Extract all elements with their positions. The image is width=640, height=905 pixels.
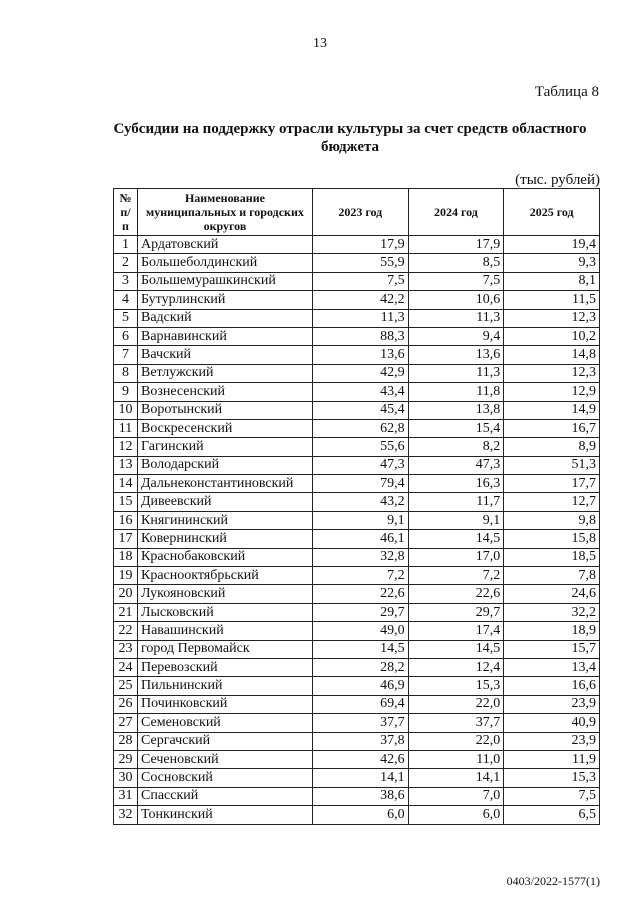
value-2023: 43,4 — [312, 383, 408, 401]
value-2025: 14,8 — [504, 346, 600, 364]
value-2025: 18,5 — [504, 548, 600, 566]
table-row — [114, 658, 600, 676]
value-2024: 17,0 — [408, 548, 504, 566]
value-2023: 37,7 — [312, 714, 408, 732]
value-2023: 79,4 — [312, 475, 408, 493]
table-row — [114, 254, 600, 272]
value-2023: 6,0 — [312, 806, 408, 824]
header-num: № п/п — [114, 189, 138, 236]
value-2024: 11,3 — [408, 309, 504, 327]
row-number: 4 — [114, 291, 138, 309]
value-2024: 13,6 — [408, 346, 504, 364]
table-row — [114, 438, 600, 456]
value-2024: 13,8 — [408, 401, 504, 419]
municipality-name: Бутурлинский — [137, 291, 312, 309]
row-number: 1 — [114, 236, 138, 254]
value-2023: 42,9 — [312, 364, 408, 382]
value-2023: 7,2 — [312, 567, 408, 585]
table-row — [114, 236, 600, 254]
value-2023: 17,9 — [312, 236, 408, 254]
header-2023: 2023 год — [312, 189, 408, 236]
row-number: 3 — [114, 272, 138, 290]
table-caption: Таблица 8 — [534, 84, 599, 100]
row-number: 18 — [114, 548, 138, 566]
municipality-name: Сергачский — [137, 732, 312, 750]
row-number: 13 — [114, 456, 138, 474]
row-number: 5 — [114, 309, 138, 327]
table-row — [114, 530, 600, 548]
value-2024: 16,3 — [408, 475, 504, 493]
row-number: 8 — [114, 364, 138, 382]
municipality-name: Ковернинский — [137, 530, 312, 548]
value-2024: 6,0 — [408, 806, 504, 824]
table-row — [114, 511, 600, 529]
value-2025: 12,3 — [504, 364, 600, 382]
table-row — [114, 383, 600, 401]
table-row — [114, 327, 600, 345]
value-2024: 29,7 — [408, 603, 504, 621]
row-number: 10 — [114, 401, 138, 419]
municipality-name: Перевозский — [137, 658, 312, 676]
value-2023: 45,4 — [312, 401, 408, 419]
value-2024: 22,6 — [408, 585, 504, 603]
value-2024: 14,5 — [408, 640, 504, 658]
value-2023: 38,6 — [312, 787, 408, 805]
row-number: 6 — [114, 327, 138, 345]
value-2023: 29,7 — [312, 603, 408, 621]
value-2023: 43,2 — [312, 493, 408, 511]
value-2024: 11,0 — [408, 750, 504, 768]
value-2023: 42,6 — [312, 750, 408, 768]
municipality-name: Вадский — [137, 309, 312, 327]
municipality-name: Дивеевский — [137, 493, 312, 511]
value-2023: 22,6 — [312, 585, 408, 603]
value-2024: 11,7 — [408, 493, 504, 511]
municipality-name: Дальнеконстантиновский — [137, 475, 312, 493]
table-row — [114, 806, 600, 824]
table-row — [114, 493, 600, 511]
value-2024: 12,4 — [408, 658, 504, 676]
value-2025: 16,7 — [504, 419, 600, 437]
row-number: 19 — [114, 567, 138, 585]
table-row — [114, 750, 600, 768]
header-2025: 2025 год — [504, 189, 600, 236]
value-2024: 7,0 — [408, 787, 504, 805]
value-2025: 13,4 — [504, 658, 600, 676]
table-row — [114, 364, 600, 382]
subsidies-table — [113, 188, 600, 825]
table-header-row — [114, 189, 600, 236]
table-row — [114, 769, 600, 787]
table-row — [114, 291, 600, 309]
municipality-name: Варнавинский — [137, 327, 312, 345]
row-number: 27 — [114, 714, 138, 732]
value-2025: 8,9 — [504, 438, 600, 456]
value-2023: 13,6 — [312, 346, 408, 364]
table-row — [114, 419, 600, 437]
value-2025: 15,7 — [504, 640, 600, 658]
municipality-name: Лысковский — [137, 603, 312, 621]
municipality-name: Тонкинский — [137, 806, 312, 824]
table-row — [114, 309, 600, 327]
municipality-name: Краснобаковский — [137, 548, 312, 566]
row-number: 14 — [114, 475, 138, 493]
value-2025: 9,8 — [504, 511, 600, 529]
municipality-name: Лукояновский — [137, 585, 312, 603]
municipality-name: Ардатовский — [137, 236, 312, 254]
row-number: 2 — [114, 254, 138, 272]
table-row — [114, 787, 600, 805]
value-2025: 15,3 — [504, 769, 600, 787]
value-2025: 51,3 — [504, 456, 600, 474]
table-row — [114, 622, 600, 640]
table-row — [114, 695, 600, 713]
value-2025: 11,5 — [504, 291, 600, 309]
value-2025: 24,6 — [504, 585, 600, 603]
value-2024: 7,5 — [408, 272, 504, 290]
value-2025: 40,9 — [504, 714, 600, 732]
value-2025: 10,2 — [504, 327, 600, 345]
table-row — [114, 640, 600, 658]
value-2023: 7,5 — [312, 272, 408, 290]
value-2023: 62,8 — [312, 419, 408, 437]
row-number: 24 — [114, 658, 138, 676]
value-2023: 11,3 — [312, 309, 408, 327]
municipality-name: Сосновский — [137, 769, 312, 787]
table-row — [114, 401, 600, 419]
value-2023: 46,1 — [312, 530, 408, 548]
value-2024: 47,3 — [408, 456, 504, 474]
value-2025: 9,3 — [504, 254, 600, 272]
value-2024: 14,5 — [408, 530, 504, 548]
value-2025: 14,9 — [504, 401, 600, 419]
municipality-name: Семеновский — [137, 714, 312, 732]
row-number: 22 — [114, 622, 138, 640]
value-2025: 6,5 — [504, 806, 600, 824]
value-2023: 32,8 — [312, 548, 408, 566]
municipality-name: Большемурашкинский — [137, 272, 312, 290]
table-row — [114, 585, 600, 603]
row-number: 28 — [114, 732, 138, 750]
value-2025: 23,9 — [504, 732, 600, 750]
value-2023: 47,3 — [312, 456, 408, 474]
value-2023: 49,0 — [312, 622, 408, 640]
table-row — [114, 475, 600, 493]
row-number: 29 — [114, 750, 138, 768]
value-2023: 14,5 — [312, 640, 408, 658]
municipality-name: Княгининский — [137, 511, 312, 529]
page-number: 13 — [313, 36, 327, 51]
value-2025: 18,9 — [504, 622, 600, 640]
row-number: 17 — [114, 530, 138, 548]
municipality-name: Воротынский — [137, 401, 312, 419]
table-row — [114, 603, 600, 621]
value-2023: 88,3 — [312, 327, 408, 345]
table-row — [114, 272, 600, 290]
value-2024: 11,8 — [408, 383, 504, 401]
value-2024: 11,3 — [408, 364, 504, 382]
value-2025: 23,9 — [504, 695, 600, 713]
value-2023: 14,1 — [312, 769, 408, 787]
value-2024: 10,6 — [408, 291, 504, 309]
value-2023: 28,2 — [312, 658, 408, 676]
table-row — [114, 714, 600, 732]
municipality-name: Пильнинский — [137, 677, 312, 695]
table-row — [114, 346, 600, 364]
value-2025: 8,1 — [504, 272, 600, 290]
row-number: 15 — [114, 493, 138, 511]
table-row — [114, 677, 600, 695]
header-2024: 2024 год — [408, 189, 504, 236]
value-2023: 69,4 — [312, 695, 408, 713]
value-2024: 14,1 — [408, 769, 504, 787]
row-number: 11 — [114, 419, 138, 437]
value-2024: 15,4 — [408, 419, 504, 437]
value-2023: 9,1 — [312, 511, 408, 529]
row-number: 7 — [114, 346, 138, 364]
municipality-name: Большеболдинский — [137, 254, 312, 272]
row-number: 31 — [114, 787, 138, 805]
row-number: 9 — [114, 383, 138, 401]
value-2025: 7,8 — [504, 567, 600, 585]
municipality-name: Вознесенский — [137, 383, 312, 401]
value-2024: 9,1 — [408, 511, 504, 529]
row-number: 12 — [114, 438, 138, 456]
row-number: 30 — [114, 769, 138, 787]
row-number: 23 — [114, 640, 138, 658]
municipality-name: Навашинский — [137, 622, 312, 640]
value-2024: 9,4 — [408, 327, 504, 345]
value-2025: 12,9 — [504, 383, 600, 401]
table-row — [114, 732, 600, 750]
row-number: 26 — [114, 695, 138, 713]
document-title: Субсидии на поддержку отрасли культуры за счет средств областного бюджета — [113, 121, 587, 155]
value-2023: 55,9 — [312, 254, 408, 272]
municipality-name: Краснооктябрьский — [137, 567, 312, 585]
municipality-name: Вачский — [137, 346, 312, 364]
municipality-name: Володарский — [137, 456, 312, 474]
units-label: (тыс. рублей) — [515, 172, 600, 188]
value-2023: 37,8 — [312, 732, 408, 750]
value-2025: 16,6 — [504, 677, 600, 695]
row-number: 21 — [114, 603, 138, 621]
municipality-name: Воскресенский — [137, 419, 312, 437]
row-number: 20 — [114, 585, 138, 603]
row-number: 32 — [114, 806, 138, 824]
value-2023: 46,9 — [312, 677, 408, 695]
municipality-name: Сеченовский — [137, 750, 312, 768]
municipality-name: город Первомайск — [137, 640, 312, 658]
municipality-name: Спасский — [137, 787, 312, 805]
value-2024: 22,0 — [408, 732, 504, 750]
value-2025: 19,4 — [504, 236, 600, 254]
municipality-name: Ветлужский — [137, 364, 312, 382]
value-2025: 12,3 — [504, 309, 600, 327]
value-2025: 7,5 — [504, 787, 600, 805]
document-code: 0403/2022-1577(1) — [506, 874, 600, 888]
table-row — [114, 456, 600, 474]
value-2023: 55,6 — [312, 438, 408, 456]
value-2024: 22,0 — [408, 695, 504, 713]
municipality-name: Починковский — [137, 695, 312, 713]
value-2024: 7,2 — [408, 567, 504, 585]
value-2024: 17,4 — [408, 622, 504, 640]
value-2024: 17,9 — [408, 236, 504, 254]
value-2023: 42,2 — [312, 291, 408, 309]
value-2024: 8,2 — [408, 438, 504, 456]
value-2024: 37,7 — [408, 714, 504, 732]
municipality-name: Гагинский — [137, 438, 312, 456]
value-2025: 15,8 — [504, 530, 600, 548]
row-number: 25 — [114, 677, 138, 695]
table-row — [114, 567, 600, 585]
table-body — [114, 236, 600, 825]
row-number: 16 — [114, 511, 138, 529]
header-name: Наименование муниципальных и городских округов — [137, 189, 312, 236]
value-2025: 17,7 — [504, 475, 600, 493]
value-2025: 11,9 — [504, 750, 600, 768]
value-2024: 8,5 — [408, 254, 504, 272]
value-2025: 32,2 — [504, 603, 600, 621]
value-2025: 12,7 — [504, 493, 600, 511]
value-2024: 15,3 — [408, 677, 504, 695]
table-row — [114, 548, 600, 566]
